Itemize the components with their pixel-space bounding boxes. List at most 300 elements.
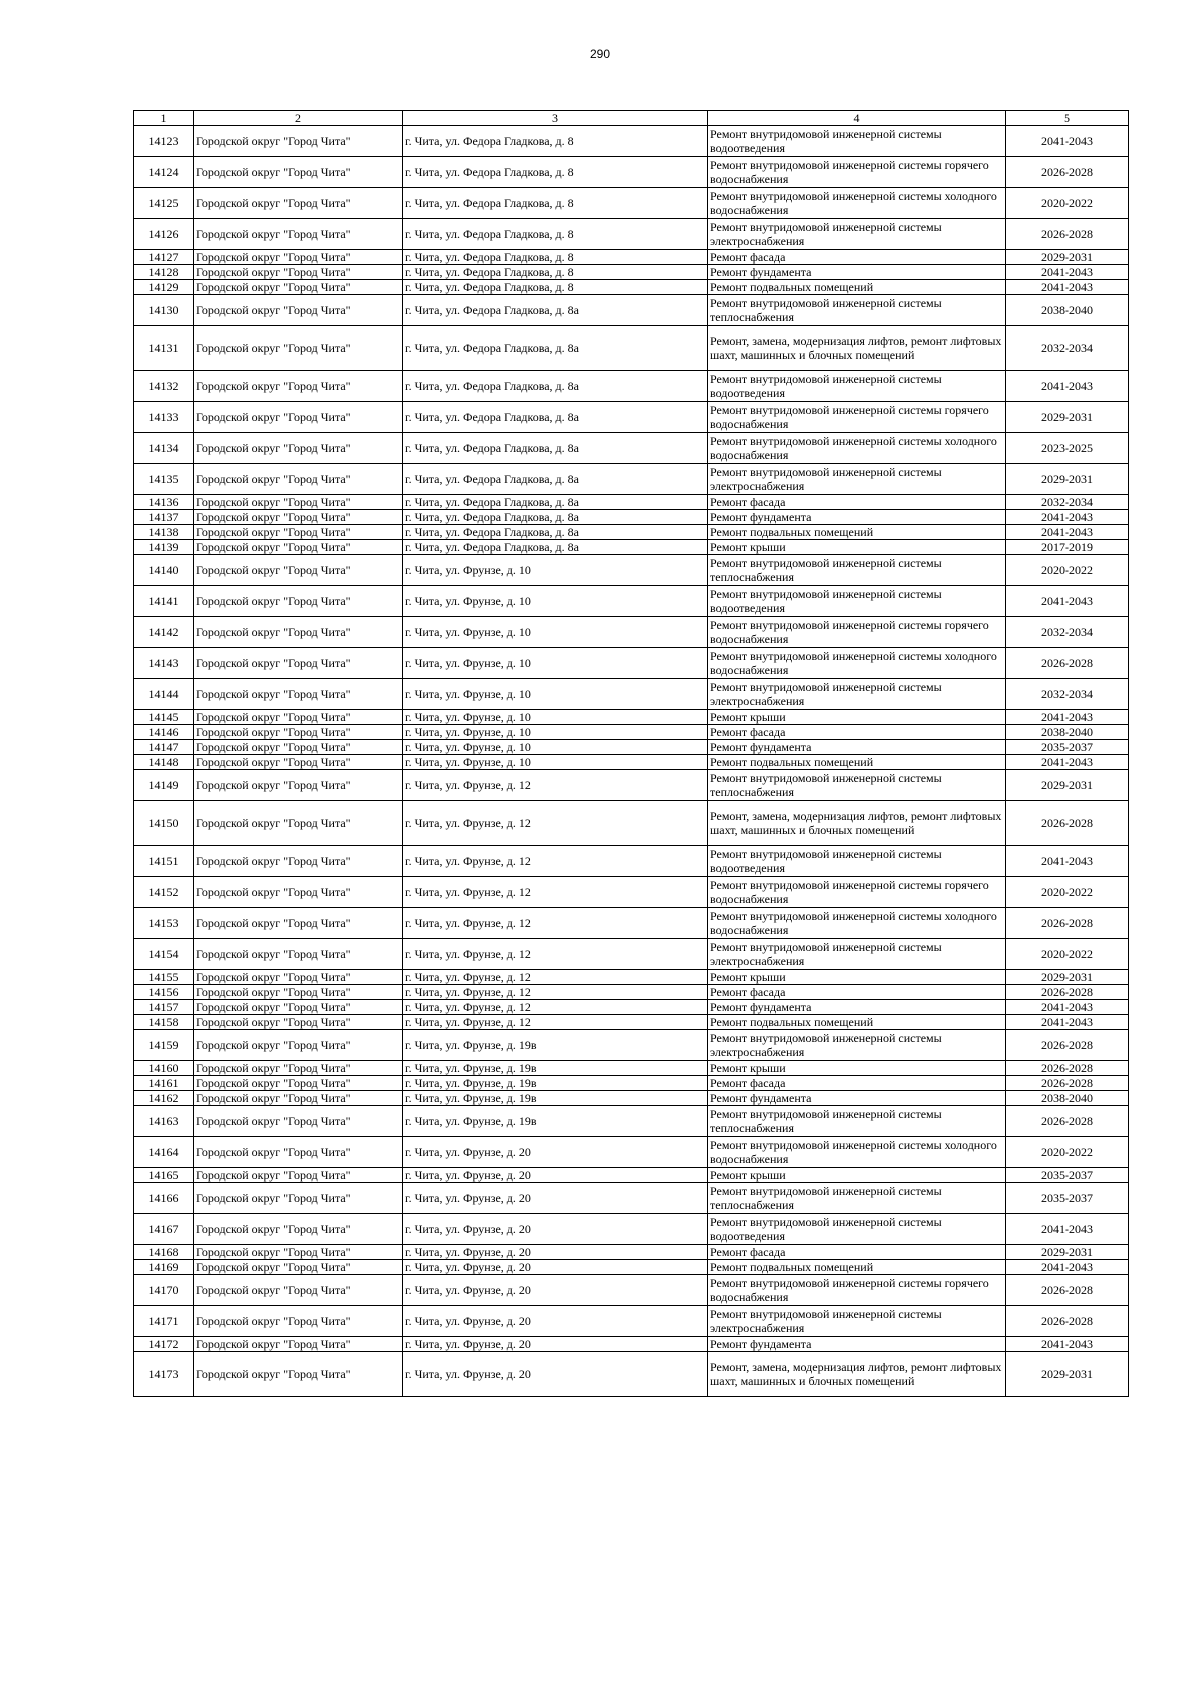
- row-number-cell: 14149: [134, 770, 194, 801]
- period-cell: 2032-2034: [1006, 617, 1129, 648]
- district-cell: Городской округ "Город Чита": [194, 586, 403, 617]
- period-cell: 2029-2031: [1006, 402, 1129, 433]
- period-cell: 2026-2028: [1006, 1306, 1129, 1337]
- period-cell: 2035-2037: [1006, 740, 1129, 755]
- address-cell: г. Чита, ул. Федора Гладкова, д. 8а: [403, 464, 708, 495]
- district-cell: Городской округ "Город Чита": [194, 464, 403, 495]
- district-cell: Городской округ "Город Чита": [194, 250, 403, 265]
- row-number-cell: 14146: [134, 725, 194, 740]
- row-number-cell: 14135: [134, 464, 194, 495]
- district-cell: Городской округ "Город Чита": [194, 1337, 403, 1352]
- period-cell: 2026-2028: [1006, 1106, 1129, 1137]
- period-cell: 2041-2043: [1006, 371, 1129, 402]
- row-number-cell: 14144: [134, 679, 194, 710]
- address-cell: г. Чита, ул. Фрунзе, д. 20: [403, 1306, 708, 1337]
- period-cell: 2041-2043: [1006, 510, 1129, 525]
- work-type-cell: Ремонт фундамента: [708, 1091, 1006, 1106]
- period-cell: 2041-2043: [1006, 586, 1129, 617]
- row-number-cell: 14151: [134, 846, 194, 877]
- work-type-cell: Ремонт фундамента: [708, 1337, 1006, 1352]
- district-cell: Городской округ "Город Чита": [194, 801, 403, 846]
- period-cell: 2032-2034: [1006, 495, 1129, 510]
- row-number-cell: 14132: [134, 371, 194, 402]
- period-cell: 2029-2031: [1006, 770, 1129, 801]
- district-cell: Городской округ "Город Чита": [194, 1245, 403, 1260]
- row-number-cell: 14145: [134, 710, 194, 725]
- table-row: [134, 877, 1129, 908]
- row-number-cell: 14140: [134, 555, 194, 586]
- table-row: [134, 617, 1129, 648]
- row-number-cell: 14156: [134, 985, 194, 1000]
- period-cell: 2026-2028: [1006, 1030, 1129, 1061]
- address-cell: г. Чита, ул. Федора Гладкова, д. 8: [403, 250, 708, 265]
- address-cell: г. Чита, ул. Фрунзе, д. 20: [403, 1337, 708, 1352]
- address-cell: г. Чита, ул. Фрунзе, д. 12: [403, 846, 708, 877]
- table-row: [134, 295, 1129, 326]
- table-row: [134, 1214, 1129, 1245]
- table-row: [134, 326, 1129, 371]
- row-number-cell: 14143: [134, 648, 194, 679]
- address-cell: г. Чита, ул. Фрунзе, д. 10: [403, 555, 708, 586]
- district-cell: Городской округ "Город Чита": [194, 1076, 403, 1091]
- period-cell: 2041-2043: [1006, 1337, 1129, 1352]
- table-row: [134, 1337, 1129, 1352]
- work-type-cell: Ремонт крыши: [708, 710, 1006, 725]
- district-cell: Городской округ "Город Чита": [194, 555, 403, 586]
- period-cell: 2032-2034: [1006, 326, 1129, 371]
- district-cell: Городской округ "Город Чита": [194, 1260, 403, 1275]
- period-cell: 2041-2043: [1006, 1260, 1129, 1275]
- period-cell: 2041-2043: [1006, 265, 1129, 280]
- work-type-cell: Ремонт внутридомовой инженерной системы электроснабжения: [708, 939, 1006, 970]
- address-cell: г. Чита, ул. Федора Гладкова, д. 8а: [403, 326, 708, 371]
- work-type-cell: Ремонт внутридомовой инженерной системы горячего водоснабжения: [708, 1275, 1006, 1306]
- page-number: 290: [589, 47, 611, 61]
- row-number-cell: 14165: [134, 1168, 194, 1183]
- address-cell: г. Чита, ул. Федора Гладкова, д. 8: [403, 157, 708, 188]
- period-cell: 2029-2031: [1006, 1352, 1129, 1397]
- address-cell: г. Чита, ул. Фрунзе, д. 19в: [403, 1030, 708, 1061]
- row-number-cell: 14148: [134, 755, 194, 770]
- period-cell: 2023-2025: [1006, 433, 1129, 464]
- table-row: [134, 1030, 1129, 1061]
- row-number-cell: 14170: [134, 1275, 194, 1306]
- table-row: [134, 371, 1129, 402]
- table-row: [134, 770, 1129, 801]
- period-cell: 2041-2043: [1006, 126, 1129, 157]
- district-cell: Городской округ "Город Чита": [194, 755, 403, 770]
- address-cell: г. Чита, ул. Фрунзе, д. 10: [403, 740, 708, 755]
- address-cell: г. Чита, ул. Фрунзе, д. 10: [403, 755, 708, 770]
- table-row: [134, 648, 1129, 679]
- work-type-cell: Ремонт внутридомовой инженерной системы теплоснабжения: [708, 295, 1006, 326]
- address-cell: г. Чита, ул. Фрунзе, д. 20: [403, 1168, 708, 1183]
- address-cell: г. Чита, ул. Фрунзе, д. 12: [403, 770, 708, 801]
- row-number-cell: 14158: [134, 1015, 194, 1030]
- table-row: [134, 402, 1129, 433]
- district-cell: Городской округ "Город Чита": [194, 770, 403, 801]
- district-cell: Городской округ "Город Чита": [194, 1306, 403, 1337]
- row-number-cell: 14173: [134, 1352, 194, 1397]
- work-type-cell: Ремонт крыши: [708, 1061, 1006, 1076]
- work-type-cell: Ремонт крыши: [708, 1168, 1006, 1183]
- address-cell: г. Чита, ул. Фрунзе, д. 10: [403, 679, 708, 710]
- table-header-row: [134, 111, 1129, 126]
- row-number-cell: 14152: [134, 877, 194, 908]
- district-cell: Городской округ "Город Чита": [194, 295, 403, 326]
- address-cell: г. Чита, ул. Федора Гладкова, д. 8а: [403, 433, 708, 464]
- row-number-cell: 14139: [134, 540, 194, 555]
- district-cell: Городской округ "Город Чита": [194, 433, 403, 464]
- address-cell: г. Чита, ул. Фрунзе, д. 10: [403, 710, 708, 725]
- work-type-cell: Ремонт внутридомовой инженерной системы водоотведения: [708, 371, 1006, 402]
- row-number-cell: 14134: [134, 433, 194, 464]
- repair-schedule-table: [133, 110, 1129, 1397]
- table-row: [134, 801, 1129, 846]
- table-row: [134, 495, 1129, 510]
- address-cell: г. Чита, ул. Фрунзе, д. 12: [403, 801, 708, 846]
- work-type-cell: Ремонт фундамента: [708, 265, 1006, 280]
- table-row: [134, 555, 1129, 586]
- period-cell: 2026-2028: [1006, 908, 1129, 939]
- period-cell: 2029-2031: [1006, 1245, 1129, 1260]
- row-number-cell: 14157: [134, 1000, 194, 1015]
- district-cell: Городской округ "Город Чита": [194, 326, 403, 371]
- table-row: [134, 280, 1129, 295]
- period-cell: 2020-2022: [1006, 877, 1129, 908]
- district-cell: Городской округ "Город Чита": [194, 1061, 403, 1076]
- table-row: [134, 1091, 1129, 1106]
- address-cell: г. Чита, ул. Фрунзе, д. 12: [403, 970, 708, 985]
- address-cell: г. Чита, ул. Фрунзе, д. 19в: [403, 1106, 708, 1137]
- district-cell: Городской округ "Город Чита": [194, 710, 403, 725]
- row-number-cell: 14160: [134, 1061, 194, 1076]
- work-type-cell: Ремонт внутридомовой инженерной системы теплоснабжения: [708, 1183, 1006, 1214]
- period-cell: 2041-2043: [1006, 846, 1129, 877]
- row-number-cell: 14154: [134, 939, 194, 970]
- address-cell: г. Чита, ул. Фрунзе, д. 10: [403, 617, 708, 648]
- period-cell: 2026-2028: [1006, 1061, 1129, 1076]
- table-row: [134, 586, 1129, 617]
- row-number-cell: 14128: [134, 265, 194, 280]
- period-cell: 2026-2028: [1006, 1076, 1129, 1091]
- table-body: [134, 126, 1129, 1397]
- period-cell: 2020-2022: [1006, 188, 1129, 219]
- row-number-cell: 14159: [134, 1030, 194, 1061]
- work-type-cell: Ремонт внутридомовой инженерной системы водоотведения: [708, 126, 1006, 157]
- row-number-cell: 14163: [134, 1106, 194, 1137]
- period-cell: 2038-2040: [1006, 725, 1129, 740]
- address-cell: г. Чита, ул. Фрунзе, д. 20: [403, 1214, 708, 1245]
- period-cell: 2026-2028: [1006, 1275, 1129, 1306]
- address-cell: г. Чита, ул. Фрунзе, д. 12: [403, 908, 708, 939]
- row-number-cell: 14162: [134, 1091, 194, 1106]
- column-header: 4: [708, 111, 1006, 126]
- address-cell: г. Чита, ул. Федора Гладкова, д. 8: [403, 188, 708, 219]
- period-cell: 2041-2043: [1006, 1214, 1129, 1245]
- address-cell: г. Чита, ул. Федора Гладкова, д. 8а: [403, 540, 708, 555]
- address-cell: г. Чита, ул. Фрунзе, д. 12: [403, 1000, 708, 1015]
- district-cell: Городской округ "Город Чита": [194, 1352, 403, 1397]
- district-cell: Городской округ "Город Чита": [194, 1015, 403, 1030]
- table-row: [134, 1137, 1129, 1168]
- period-cell: 2020-2022: [1006, 555, 1129, 586]
- row-number-cell: 14137: [134, 510, 194, 525]
- row-number-cell: 14172: [134, 1337, 194, 1352]
- work-type-cell: Ремонт внутридомовой инженерной системы холодного водоснабжения: [708, 1137, 1006, 1168]
- district-cell: Городской округ "Город Чита": [194, 495, 403, 510]
- row-number-cell: 14138: [134, 525, 194, 540]
- row-number-cell: 14131: [134, 326, 194, 371]
- address-cell: г. Чита, ул. Фрунзе, д. 12: [403, 1015, 708, 1030]
- work-type-cell: Ремонт подвальных помещений: [708, 755, 1006, 770]
- column-header: 2: [194, 111, 403, 126]
- work-type-cell: Ремонт внутридомовой инженерной системы водоотведения: [708, 846, 1006, 877]
- work-type-cell: Ремонт фундамента: [708, 1000, 1006, 1015]
- period-cell: 2029-2031: [1006, 250, 1129, 265]
- row-number-cell: 14171: [134, 1306, 194, 1337]
- table-row: [134, 985, 1129, 1000]
- row-number-cell: 14129: [134, 280, 194, 295]
- table-row: [134, 126, 1129, 157]
- row-number-cell: 14127: [134, 250, 194, 265]
- district-cell: Городской округ "Город Чита": [194, 846, 403, 877]
- address-cell: г. Чита, ул. Фрунзе, д. 12: [403, 939, 708, 970]
- table-row: [134, 740, 1129, 755]
- work-type-cell: Ремонт внутридомовой инженерной системы электроснабжения: [708, 219, 1006, 250]
- address-cell: г. Чита, ул. Фрунзе, д. 20: [403, 1260, 708, 1275]
- period-cell: 2029-2031: [1006, 970, 1129, 985]
- district-cell: Городской округ "Город Чита": [194, 280, 403, 295]
- work-type-cell: Ремонт фасада: [708, 1245, 1006, 1260]
- district-cell: Городской округ "Город Чита": [194, 908, 403, 939]
- address-cell: г. Чита, ул. Федора Гладкова, д. 8а: [403, 525, 708, 540]
- work-type-cell: Ремонт внутридомовой инженерной системы горячего водоснабжения: [708, 877, 1006, 908]
- address-cell: г. Чита, ул. Фрунзе, д. 12: [403, 877, 708, 908]
- table-row: [134, 939, 1129, 970]
- district-cell: Городской округ "Город Чита": [194, 740, 403, 755]
- table-row: [134, 157, 1129, 188]
- district-cell: Городской округ "Город Чита": [194, 1168, 403, 1183]
- address-cell: г. Чита, ул. Федора Гладкова, д. 8а: [403, 371, 708, 402]
- work-type-cell: Ремонт, замена, модернизация лифтов, ремонт лифтовых шахт, машинных и блочных помещений: [708, 801, 1006, 846]
- address-cell: г. Чита, ул. Федора Гладкова, д. 8а: [403, 510, 708, 525]
- address-cell: г. Чита, ул. Фрунзе, д. 10: [403, 725, 708, 740]
- address-cell: г. Чита, ул. Фрунзе, д. 19в: [403, 1061, 708, 1076]
- work-type-cell: Ремонт внутридомовой инженерной системы холодного водоснабжения: [708, 433, 1006, 464]
- work-type-cell: Ремонт фундамента: [708, 740, 1006, 755]
- district-cell: Городской округ "Город Чита": [194, 1000, 403, 1015]
- district-cell: Городской округ "Город Чита": [194, 1030, 403, 1061]
- district-cell: Городской округ "Город Чита": [194, 985, 403, 1000]
- address-cell: г. Чита, ул. Федора Гладкова, д. 8а: [403, 495, 708, 510]
- row-number-cell: 14155: [134, 970, 194, 985]
- row-number-cell: 14136: [134, 495, 194, 510]
- address-cell: г. Чита, ул. Федора Гладкова, д. 8а: [403, 402, 708, 433]
- work-type-cell: Ремонт внутридомовой инженерной системы водоотведения: [708, 586, 1006, 617]
- row-number-cell: 14150: [134, 801, 194, 846]
- work-type-cell: Ремонт, замена, модернизация лифтов, ремонт лифтовых шахт, машинных и блочных помещений: [708, 326, 1006, 371]
- work-type-cell: Ремонт внутридомовой инженерной системы холодного водоснабжения: [708, 908, 1006, 939]
- work-type-cell: Ремонт внутридомовой инженерной системы холодного водоснабжения: [708, 188, 1006, 219]
- period-cell: 2041-2043: [1006, 525, 1129, 540]
- district-cell: Городской округ "Город Чита": [194, 540, 403, 555]
- table-row: [134, 540, 1129, 555]
- period-cell: 2038-2040: [1006, 1091, 1129, 1106]
- row-number-cell: 14123: [134, 126, 194, 157]
- row-number-cell: 14130: [134, 295, 194, 326]
- table-row: [134, 1352, 1129, 1397]
- period-cell: 2020-2022: [1006, 1137, 1129, 1168]
- district-cell: Городской округ "Город Чита": [194, 877, 403, 908]
- table-row: [134, 1245, 1129, 1260]
- period-cell: 2029-2031: [1006, 464, 1129, 495]
- table-row: [134, 1168, 1129, 1183]
- row-number-cell: 14153: [134, 908, 194, 939]
- work-type-cell: Ремонт внутридомовой инженерной системы горячего водоснабжения: [708, 402, 1006, 433]
- district-cell: Городской округ "Город Чита": [194, 402, 403, 433]
- period-cell: 2026-2028: [1006, 219, 1129, 250]
- work-type-cell: Ремонт внутридомовой инженерной системы теплоснабжения: [708, 1106, 1006, 1137]
- address-cell: г. Чита, ул. Федора Гладкова, д. 8: [403, 280, 708, 295]
- address-cell: г. Чита, ул. Федора Гладкова, д. 8: [403, 219, 708, 250]
- work-type-cell: Ремонт внутридомовой инженерной системы горячего водоснабжения: [708, 617, 1006, 648]
- table-row: [134, 433, 1129, 464]
- work-type-cell: Ремонт фасада: [708, 250, 1006, 265]
- row-number-cell: 14167: [134, 1214, 194, 1245]
- table-row: [134, 1061, 1129, 1076]
- work-type-cell: Ремонт подвальных помещений: [708, 1015, 1006, 1030]
- work-type-cell: Ремонт внутридомовой инженерной системы электроснабжения: [708, 679, 1006, 710]
- table-row: [134, 679, 1129, 710]
- row-number-cell: 14126: [134, 219, 194, 250]
- address-cell: г. Чита, ул. Федора Гладкова, д. 8: [403, 126, 708, 157]
- district-cell: Городской округ "Город Чита": [194, 1091, 403, 1106]
- district-cell: Городской округ "Город Чита": [194, 510, 403, 525]
- district-cell: Городской округ "Город Чита": [194, 939, 403, 970]
- table-row: [134, 755, 1129, 770]
- address-cell: г. Чита, ул. Фрунзе, д. 20: [403, 1275, 708, 1306]
- address-cell: г. Чита, ул. Фрунзе, д. 20: [403, 1183, 708, 1214]
- period-cell: 2026-2028: [1006, 648, 1129, 679]
- period-cell: 2026-2028: [1006, 801, 1129, 846]
- table-row: [134, 1183, 1129, 1214]
- table-row: [134, 1260, 1129, 1275]
- column-header: 3: [403, 111, 708, 126]
- district-cell: Городской округ "Город Чита": [194, 1214, 403, 1245]
- work-type-cell: Ремонт фасада: [708, 725, 1006, 740]
- work-type-cell: Ремонт, замена, модернизация лифтов, ремонт лифтовых шахт, машинных и блочных помещений: [708, 1352, 1006, 1397]
- work-type-cell: Ремонт внутридомовой инженерной системы теплоснабжения: [708, 770, 1006, 801]
- row-number-cell: 14169: [134, 1260, 194, 1275]
- table-row: [134, 464, 1129, 495]
- table-row: [134, 188, 1129, 219]
- work-type-cell: Ремонт подвальных помещений: [708, 1260, 1006, 1275]
- district-cell: Городской округ "Город Чита": [194, 648, 403, 679]
- period-cell: 2038-2040: [1006, 295, 1129, 326]
- row-number-cell: 14166: [134, 1183, 194, 1214]
- period-cell: 2041-2043: [1006, 1000, 1129, 1015]
- address-cell: г. Чита, ул. Фрунзе, д. 20: [403, 1137, 708, 1168]
- work-type-cell: Ремонт внутридомовой инженерной системы горячего водоснабжения: [708, 157, 1006, 188]
- district-cell: Городской округ "Город Чита": [194, 188, 403, 219]
- district-cell: Городской округ "Город Чита": [194, 725, 403, 740]
- address-cell: г. Чита, ул. Фрунзе, д. 20: [403, 1352, 708, 1397]
- table-row: [134, 219, 1129, 250]
- address-cell: г. Чита, ул. Федора Гладкова, д. 8а: [403, 295, 708, 326]
- table-row: [134, 1106, 1129, 1137]
- address-cell: г. Чита, ул. Фрунзе, д. 10: [403, 648, 708, 679]
- district-cell: Городской округ "Город Чита": [194, 265, 403, 280]
- table-row: [134, 510, 1129, 525]
- table-row: [134, 525, 1129, 540]
- address-cell: г. Чита, ул. Фрунзе, д. 19в: [403, 1091, 708, 1106]
- address-cell: г. Чита, ул. Фрунзе, д. 12: [403, 985, 708, 1000]
- work-type-cell: Ремонт внутридомовой инженерной системы электроснабжения: [708, 1306, 1006, 1337]
- work-type-cell: Ремонт фундамента: [708, 510, 1006, 525]
- table-row: [134, 846, 1129, 877]
- work-type-cell: Ремонт фасада: [708, 1076, 1006, 1091]
- table-row: [134, 265, 1129, 280]
- work-type-cell: Ремонт внутридомовой инженерной системы электроснабжения: [708, 1030, 1006, 1061]
- district-cell: Городской округ "Город Чита": [194, 371, 403, 402]
- district-cell: Городской округ "Город Чита": [194, 157, 403, 188]
- column-header: 5: [1006, 111, 1129, 126]
- district-cell: Городской округ "Город Чита": [194, 970, 403, 985]
- district-cell: Городской округ "Город Чита": [194, 617, 403, 648]
- address-cell: г. Чита, ул. Фрунзе, д. 20: [403, 1245, 708, 1260]
- work-type-cell: Ремонт внутридомовой инженерной системы водоотведения: [708, 1214, 1006, 1245]
- table-row: [134, 1275, 1129, 1306]
- row-number-cell: 14133: [134, 402, 194, 433]
- district-cell: Городской округ "Город Чита": [194, 679, 403, 710]
- district-cell: Городской округ "Город Чита": [194, 525, 403, 540]
- period-cell: 2026-2028: [1006, 157, 1129, 188]
- period-cell: 2026-2028: [1006, 985, 1129, 1000]
- address-cell: г. Чита, ул. Фрунзе, д. 19в: [403, 1076, 708, 1091]
- table-row: [134, 1306, 1129, 1337]
- column-header: 1: [134, 111, 194, 126]
- work-type-cell: Ремонт подвальных помещений: [708, 280, 1006, 295]
- address-cell: г. Чита, ул. Федора Гладкова, д. 8: [403, 265, 708, 280]
- district-cell: Городской округ "Город Чита": [194, 1137, 403, 1168]
- work-type-cell: Ремонт внутридомовой инженерной системы электроснабжения: [708, 464, 1006, 495]
- period-cell: 2035-2037: [1006, 1168, 1129, 1183]
- work-type-cell: Ремонт крыши: [708, 540, 1006, 555]
- table-row: [134, 970, 1129, 985]
- table-row: [134, 710, 1129, 725]
- district-cell: Городской округ "Город Чита": [194, 1106, 403, 1137]
- district-cell: Городской округ "Город Чита": [194, 1183, 403, 1214]
- table-row: [134, 250, 1129, 265]
- district-cell: Городской округ "Город Чита": [194, 126, 403, 157]
- period-cell: 2032-2034: [1006, 679, 1129, 710]
- table-row: [134, 908, 1129, 939]
- period-cell: 2020-2022: [1006, 939, 1129, 970]
- work-type-cell: Ремонт фасада: [708, 495, 1006, 510]
- period-cell: 2041-2043: [1006, 755, 1129, 770]
- work-type-cell: Ремонт подвальных помещений: [708, 525, 1006, 540]
- period-cell: 2041-2043: [1006, 280, 1129, 295]
- row-number-cell: 14124: [134, 157, 194, 188]
- district-cell: Городской округ "Город Чита": [194, 219, 403, 250]
- table-row: [134, 1015, 1129, 1030]
- table-row: [134, 725, 1129, 740]
- row-number-cell: 14125: [134, 188, 194, 219]
- period-cell: 2017-2019: [1006, 540, 1129, 555]
- row-number-cell: 14147: [134, 740, 194, 755]
- row-number-cell: 14164: [134, 1137, 194, 1168]
